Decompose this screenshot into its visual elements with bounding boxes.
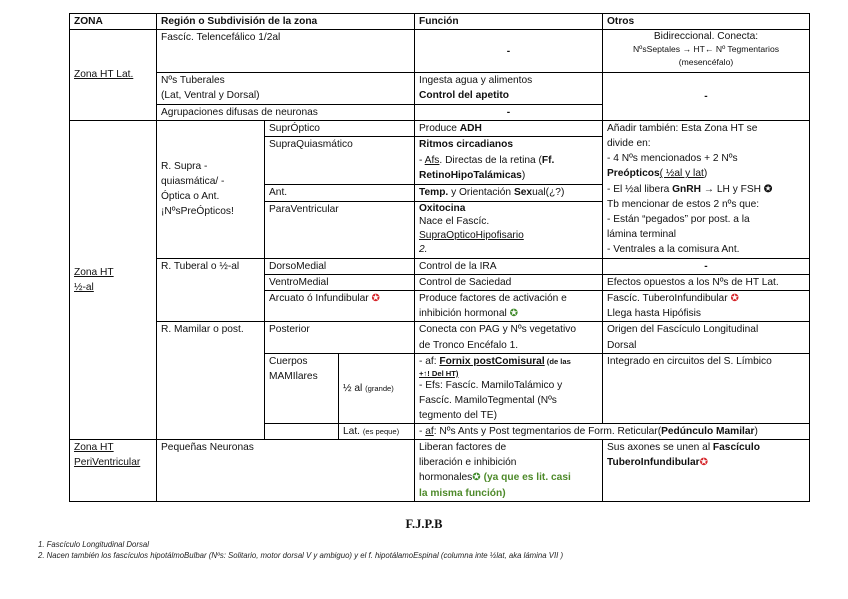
- text-part: RetinoHipoTalámicas: [419, 169, 522, 181]
- otros-cell: [603, 120, 810, 258]
- subnucleus-lateral: [339, 423, 415, 439]
- text-line: Nºs Tuberales: [161, 75, 225, 87]
- signature: F.J.P.B: [405, 517, 443, 531]
- text-line: Nace el Fascíc.: [419, 216, 490, 228]
- nucleus-anterior: Ant.: [265, 185, 415, 202]
- funcion-cell: Control de la IRA: [415, 258, 603, 274]
- text-part: af: [425, 425, 434, 437]
- table-row: [70, 440, 810, 502]
- text-line: [607, 455, 805, 470]
- text-line: Añadir también: Esta Zona HT se: [607, 122, 758, 134]
- otros-cell: Integrado en circuitos del S. Límbico: [603, 353, 810, 423]
- header-zona: ZONA: [70, 14, 157, 30]
- text-line: de Tronco Encéfalo 1.: [419, 339, 519, 351]
- text-line: Ritmos circadianos: [419, 139, 513, 151]
- text-line: [607, 440, 805, 455]
- zona-peri-line1: Zona HT: [74, 442, 114, 454]
- footnotes: [38, 539, 563, 561]
- nucleus-arcuato: [265, 291, 415, 322]
- text-line: Dorsal: [607, 339, 637, 351]
- funcion-cell: [415, 185, 603, 202]
- text-line: - Efs: Fascíc. MamiloTalámico y: [419, 379, 563, 391]
- green-star-icon: ✪: [509, 308, 519, 320]
- text-part: Afs: [424, 154, 440, 166]
- header-funcion: Función: [415, 14, 603, 30]
- text-part: ): [703, 168, 708, 180]
- text-part: Preópticos: [607, 168, 660, 180]
- zona-medial: [70, 120, 157, 439]
- funcion-cell: [415, 440, 603, 502]
- text-line: Conecta con PAG y Nºs vegetativo: [419, 324, 576, 336]
- text-line: Fascíc. MamiloTegmental (Nºs: [419, 394, 557, 406]
- otros-cell: -: [603, 73, 810, 121]
- region-mamilar: R. Mamilar o post.: [157, 322, 265, 440]
- text-line: quiasmática/ -: [161, 176, 225, 188]
- text-part: - El ½al libera: [607, 183, 673, 195]
- text-line: Ingesta agua y alimentos: [419, 75, 533, 87]
- funcion-cell: [415, 291, 603, 322]
- text-part: inhibición hormonal: [419, 308, 510, 320]
- region-cell: Pequeñas Neuronas: [157, 440, 415, 502]
- funcion-cell: [415, 120, 603, 137]
- zona-medial-line2: ½-al: [74, 281, 94, 293]
- region-cell: [157, 73, 415, 104]
- text-part: Temp.: [419, 187, 449, 199]
- otros-cell: [603, 440, 810, 502]
- subnucleus-medial: [339, 353, 415, 423]
- text-part: ): [521, 169, 526, 181]
- text-line: - Ventrales a la comisura Ant.: [607, 244, 740, 256]
- text-line: [419, 470, 598, 485]
- text-line: Cuerpos: [269, 355, 308, 367]
- hypothalamus-table: [69, 13, 810, 502]
- nucleus-cuerpos-mamilares: [265, 353, 339, 423]
- text-part: -: [419, 425, 426, 437]
- text-line: [419, 306, 598, 321]
- text-part: Arcuato ó Infundibular: [269, 293, 372, 305]
- red-star-icon: ✪: [699, 457, 709, 469]
- table-row: [70, 258, 810, 274]
- text-part: ADH: [459, 122, 482, 134]
- text-line: (mesencéfalo): [678, 57, 734, 68]
- text-part: : Nºs Ants y Post tegmentarios de Form. Reticular(: [433, 425, 662, 437]
- funcion-cell: [415, 322, 603, 353]
- text-line: divide en:: [607, 138, 651, 150]
- text-line: Tb mencionar de estos 2 nºs que:: [607, 198, 760, 210]
- funcion-cell: [415, 353, 603, 423]
- text-line: liberación e inhibición: [419, 457, 517, 469]
- text-part: (ya que es lit. casi: [480, 472, 571, 484]
- text-line: Control del apetito: [419, 90, 509, 102]
- cuerpos-cont: [265, 423, 339, 439]
- nucleus-supraoptico: SuprÓptico: [265, 120, 415, 137]
- footnote: 2. Nacen también los fascículos hipotálmoBulbar (Nºs: Solitario, motor dorsal V y ambiguo) y el f. hipotálamoEspinal (columna inte ½lat, aka lámina VII ): [38, 551, 564, 560]
- text-part: Sex: [513, 187, 533, 199]
- text-line: NºsSeptales → HT← Nº Tegmentarios: [632, 44, 780, 55]
- table-row: [70, 30, 810, 73]
- text-part: ( ½al y lat: [659, 168, 704, 180]
- text-part: TuberoInfundibular: [607, 457, 700, 469]
- text-line: [607, 182, 805, 197]
- text-line: Origen del Fascículo Longitudinal: [607, 324, 759, 336]
- region-cell: Fascíc. Telencefálico 1/2al: [157, 30, 415, 73]
- funcion-cell: [415, 73, 603, 104]
- text-part: Fascíc. TuberoInfundibular: [607, 293, 731, 305]
- region-tuberal: R. Tuberal o ½-al: [157, 258, 265, 322]
- text-part: Ff.: [541, 154, 555, 166]
- text-part: → LH y FSH: [701, 183, 764, 195]
- text-part: ): [754, 425, 758, 437]
- text-part: (es peque): [362, 426, 400, 436]
- text-line: la misma función): [419, 487, 506, 499]
- text-part: (grande): [365, 383, 394, 393]
- table-row: [70, 73, 810, 104]
- region-supra: [157, 120, 265, 258]
- text-part: y Orientación: [448, 187, 514, 199]
- header-otros: Otros: [603, 14, 810, 30]
- footnote: 1. Fascículo Longitudinal Dorsal: [38, 540, 149, 549]
- zona-lat: [70, 30, 157, 121]
- text-line: Llega hasta Hipófisis: [607, 308, 702, 320]
- text-line: ¡NºsPreÓpticos!: [161, 206, 234, 218]
- zona-medial-line1: Zona HT: [74, 266, 114, 278]
- text-part: - af:: [419, 355, 440, 367]
- text-line: Bidireccional. Conecta:: [653, 31, 759, 43]
- text-line: (Lat, Ventral y Dorsal): [161, 90, 260, 102]
- header-region: Región o Subdivisión de la zona: [157, 14, 415, 30]
- text-line: [419, 354, 598, 369]
- star-icon: ✪: [763, 183, 773, 195]
- text-line: [419, 168, 598, 183]
- table-row: [70, 120, 810, 137]
- header-row: [70, 14, 810, 30]
- text-part: -: [419, 154, 425, 166]
- text-line: lámina terminal: [607, 229, 677, 241]
- text-line: Produce factores de activación e: [419, 293, 567, 305]
- zona-peri-line2: PeriVentricular: [74, 457, 141, 469]
- text-part: Pedúnculo Mamilar: [661, 425, 755, 437]
- text-part: ual(¿?): [532, 187, 565, 199]
- text-line: R. Supra -: [161, 160, 208, 172]
- red-star-icon: ✪: [730, 293, 739, 305]
- text-part: . Directas de la retina (: [439, 154, 542, 166]
- text-line: +↑! Del HT): [419, 368, 459, 378]
- text-line: SupraOpticoHipofisario: [419, 230, 524, 242]
- text-line: Oxitocina: [419, 202, 466, 214]
- text-part: ½ al: [343, 382, 363, 394]
- region-cell: Agrupaciones difusas de neuronas: [157, 104, 415, 120]
- otros-cell: [603, 322, 810, 353]
- funcion-cell: [415, 137, 603, 185]
- otros-cell: [603, 291, 810, 322]
- green-star-icon: ✪: [472, 472, 481, 484]
- otros-cell: -: [603, 258, 810, 274]
- funcion-cell: [415, 201, 603, 258]
- lateral-funcion-cell: [415, 423, 810, 439]
- text-line: Liberan factores de: [419, 442, 507, 454]
- funcion-cell: -: [415, 30, 603, 73]
- text-part: Fascículo: [712, 442, 760, 454]
- text-line: 2.: [419, 243, 428, 255]
- nucleus-ventromedial: VentroMedial: [265, 274, 415, 290]
- text-line: [607, 166, 805, 181]
- text-line: tegmento del TE): [419, 409, 497, 421]
- text-line: [607, 291, 805, 306]
- text-line: - Están “pegados” por post. a la: [607, 214, 750, 226]
- text-part: Sus axones se unen al: [607, 442, 713, 454]
- zona-peri: [70, 440, 157, 502]
- nucleus-posterior: Posterior: [265, 322, 415, 353]
- text-part: Fornix postComisural: [439, 355, 545, 367]
- text-part: GnRH: [672, 183, 701, 195]
- nucleus-dorsomedial: DorsoMedial: [265, 258, 415, 274]
- text-line: Óptica o Ant.: [161, 191, 220, 203]
- table-row: [70, 322, 810, 353]
- text-part: Produce: [419, 122, 460, 134]
- text-line: - 4 Nºs mencionados + 2 Nºs: [607, 153, 738, 165]
- zona-lat-label: Zona HT Lat.: [74, 69, 134, 81]
- funcion-cell: -: [415, 104, 603, 120]
- text-part: Lat.: [343, 425, 360, 437]
- nucleus-supraquiasmatico: SupraQuiasmático: [265, 137, 415, 185]
- text-part: (de las: [544, 356, 571, 366]
- otros-cell: [603, 30, 810, 73]
- text-line: MAMIlares: [269, 371, 318, 383]
- funcion-cell: Control de Saciedad: [415, 274, 603, 290]
- text-part: hormonales: [419, 472, 473, 484]
- otros-cell: Efectos opuestos a los Nºs de HT Lat.: [603, 274, 810, 290]
- nucleus-paraventricular: ParaVentricular: [265, 201, 415, 258]
- red-star-icon: ✪: [371, 293, 381, 305]
- text-line: [419, 153, 598, 168]
